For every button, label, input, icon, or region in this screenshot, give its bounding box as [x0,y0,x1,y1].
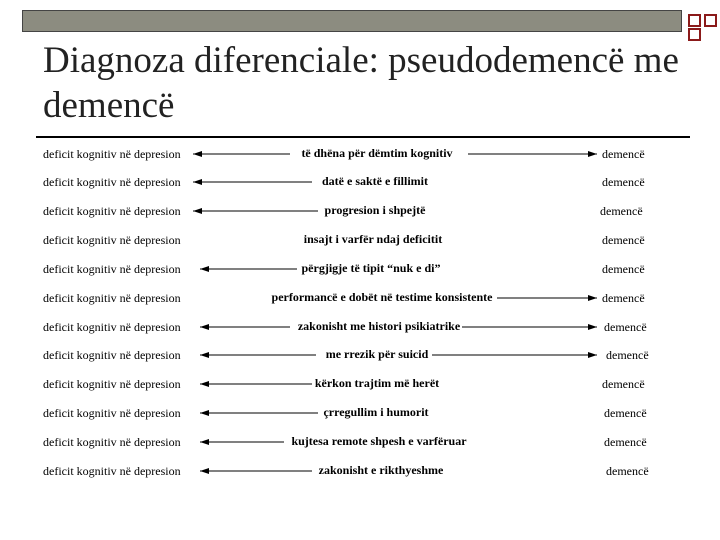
comparison-row [0,172,720,192]
row-right-label: demencë [602,377,645,391]
comparison-row [0,201,720,221]
comparison-row [0,259,720,279]
row-right-label: demencë [600,204,643,218]
row-feature-label: çrregullim i humorit [323,405,429,419]
row-feature-label: datë e saktë e fillimit [322,174,428,188]
row-feature-label: me rrezik për suicid [325,347,429,361]
row-right-label: demencë [602,233,645,247]
row-right-label: demencë [604,435,647,449]
title-divider [36,136,690,138]
row-left-label: deficit kognitiv në depresion [43,204,181,218]
row-left-label: deficit kognitiv në depresion [43,262,181,276]
comparison-row [0,374,720,394]
row-right-label: demencë [604,320,647,334]
row-feature-label: performancë e dobët në testime konsistente [271,290,493,304]
row-right-label: demencë [604,406,647,420]
decorative-square-icon [688,28,701,41]
row-feature-label: përgjigje të tipit “nuk e di” [301,261,441,275]
row-right-label: demencë [602,291,645,305]
row-feature-label: insajt i varfër ndaj deficitit [303,232,443,246]
comparison-row [0,288,720,308]
row-left-label: deficit kognitiv në depresion [43,147,181,161]
row-right-label: demencë [602,147,645,161]
row-right-label: demencë [602,262,645,276]
row-left-label: deficit kognitiv në depresion [43,175,181,189]
decorative-square-icon [704,14,717,27]
slide-title: Diagnoza diferenciale: pseudodemencë me demencë [43,40,679,126]
row-left-label: deficit kognitiv në depresion [43,435,181,449]
row-left-label: deficit kognitiv në depresion [43,348,181,362]
row-feature-label: të dhëna për dëmtim kognitiv [301,146,453,160]
comparison-row [0,144,720,164]
row-feature-label: kërkon trajtim më herët [314,376,440,390]
row-right-label: demencë [606,464,649,478]
comparison-row [0,461,720,481]
comparison-row [0,432,720,452]
row-feature-label: zakonisht me histori psikiatrike [297,319,461,333]
row-left-label: deficit kognitiv në depresion [43,377,181,391]
comparison-row [0,345,720,365]
row-left-label: deficit kognitiv në depresion [43,406,181,420]
row-left-label: deficit kognitiv në depresion [43,291,181,305]
comparison-row [0,317,720,337]
row-left-label: deficit kognitiv në depresion [43,233,181,247]
row-right-label: demencë [602,175,645,189]
row-feature-label: zakonisht e rikthyeshme [318,463,444,477]
row-feature-label: kujtesa remote shpesh e varfëruar [291,434,467,448]
row-left-label: deficit kognitiv në depresion [43,464,181,478]
comparison-row [0,230,720,250]
comparison-row [0,403,720,423]
row-feature-label: progresion i shpejtë [324,203,426,217]
row-right-label: demencë [606,348,649,362]
decorative-square-icon [688,14,701,27]
decorative-top-bar [22,10,682,32]
row-left-label: deficit kognitiv në depresion [43,320,181,334]
